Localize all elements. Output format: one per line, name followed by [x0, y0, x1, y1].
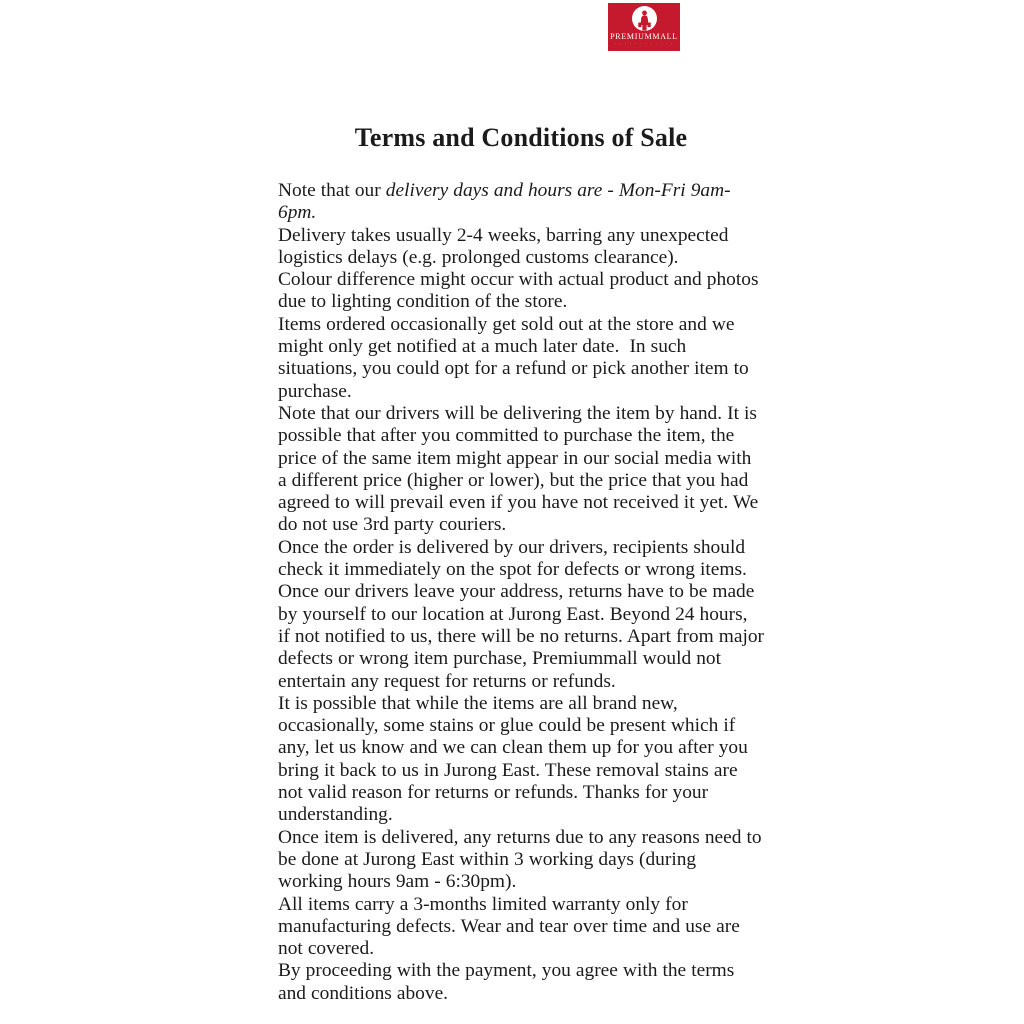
- logo-circle: [632, 6, 657, 31]
- premiummall-logo: [608, 3, 680, 51]
- paragraph: [278, 314, 764, 403]
- paragraph: [278, 180, 764, 225]
- logo-brand-text: PREMIUMMALL: [610, 32, 678, 41]
- paragraph-run: It is possible that while the items are all brand new, occasionally, some stains or glue could be present which if any, let us know and we can clean them up for you after you bring it back to us in Jurong East. These removal stains are not valid reason for returns or refunds. Thanks for your understanding.: [278, 692, 753, 826]
- paragraph: [278, 693, 764, 827]
- shopper-silhouette-icon: [636, 9, 653, 31]
- paragraph: [278, 826, 767, 894]
- paragraph-run: Delivery takes usually 2-4 weeks, barring any unexpected logistics delays (e.g. prolonged customs clearance).: [278, 224, 734, 268]
- paragraph-run: Once item is delivered, any returns due to any reasons need to be done at Jurong East within 3 working days (during working hours 9am - 6:30pm).: [278, 826, 767, 893]
- paragraph-run: Colour difference might occur with actual product and photos due to lighting condition of the store.: [278, 269, 764, 313]
- paragraph-run-italic: delivery days and hours are - Mon-Fri 9am-6pm.: [278, 180, 731, 224]
- paragraph-run: Once the order is delivered by our drivers, recipients should check it immediately on the spot for defects or wrong items.: [278, 536, 751, 581]
- paragraph: [278, 537, 764, 582]
- paragraph: [278, 403, 764, 537]
- paragraph-run: Once our drivers leave your address, returns have to be made by yourself to our location at Jurong East. Beyond 24 hours, if not notified to us, there will be no returns. Apart from major defects or wrong item purchase, Premiummall would not entertain any request for returns or refunds.: [278, 581, 770, 692]
- paragraph: [278, 581, 770, 692]
- paragraph: [278, 894, 764, 961]
- paragraph-run: Items ordered occasionally get sold out at the store and we might only get notified at a much later date. In such situations, you could opt for a refund or pick another item to purchase.: [278, 313, 754, 402]
- paragraph: [278, 225, 764, 270]
- logo-tagline-text: · · · · · · · · · · · ·: [614, 41, 674, 46]
- paragraph-run: Note that our: [278, 180, 386, 201]
- terms-document: [278, 123, 770, 1005]
- paragraph-run: Note that our drivers will be delivering the item by hand. It is possible that after you committed to purchase the item, the price of the same item might appear in our social media with a different price (higher or lower), but the price that you had agreed to will prevail even if you have not received it yet. We do not use 3rd party couriers.: [278, 402, 764, 536]
- paragraph-run: By proceeding with the payment, you agree with the terms and conditions above.: [278, 960, 740, 1004]
- paragraph: [278, 269, 764, 314]
- page-title: Terms and Conditions of Sale: [354, 123, 688, 152]
- paragraph: [278, 960, 764, 1005]
- paragraph-run: All items carry a 3-months limited warranty only for manufacturing defects. Wear and tear over time and use are not covered.: [278, 893, 745, 960]
- document-paragraphs: [278, 180, 770, 1005]
